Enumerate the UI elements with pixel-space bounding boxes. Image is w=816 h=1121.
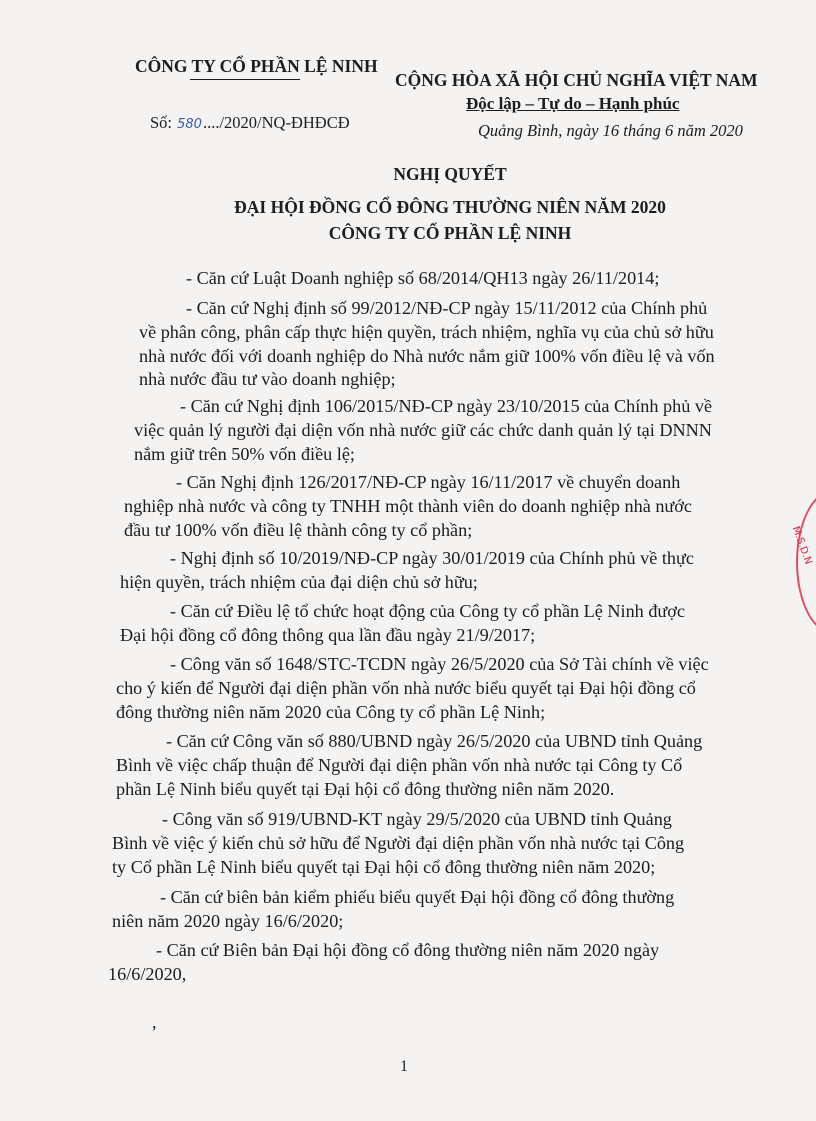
- body-line: phần Lệ Ninh biểu quyết tại Đại hội cổ đông thường niên năm 2020.: [116, 779, 615, 799]
- body-line: Bình về việc ý kiến chủ sở hữu để Người đại diện phần vốn nhà nước tại Công: [112, 833, 685, 853]
- national-title: CỘNG HÒA XÃ HỘI CHỦ NGHĨA VIỆT NAM: [395, 70, 758, 90]
- body-line: - Căn cứ Luật Doanh nghiệp số 68/2014/QH13 ngày 26/11/2014;: [186, 268, 660, 288]
- body-line: đông thường niên năm 2020 của Công ty cổ phần Lệ Ninh;: [116, 702, 546, 722]
- body-line: việc quản lý người đại diện vốn nhà nước giữ các chức danh quản lý tại DNNN: [134, 420, 712, 440]
- body-line: - Căn cứ biên bản kiểm phiếu biểu quyết Đại hội đồng cổ đông thường: [160, 887, 675, 907]
- body-line: - Công văn số 1648/STC-TCDN ngày 26/5/2020 của Sở Tài chính về việc: [170, 654, 709, 674]
- body-line: - Căn cứ Biên bản Đại hội đồng cổ đông thường niên năm 2020 ngày: [156, 940, 660, 960]
- stray-mark: ,: [152, 1012, 157, 1032]
- body-line: nghiệp nhà nước và công ty TNHH một thành viên do doanh nghiệp nhà nước: [124, 496, 692, 516]
- national-motto: Độc lập – Tự do – Hạnh phúc: [466, 94, 680, 113]
- document-number-handwritten: 580: [177, 117, 202, 132]
- red-seal-text: M.S.D.N: [789, 525, 814, 567]
- company-name: CÔNG TY CỔ PHẦN LỆ NINH: [135, 56, 378, 76]
- place-date: Quảng Bình, ngày 16 tháng 6 năm 2020: [478, 121, 743, 140]
- document-subtitle: ĐẠI HỘI ĐỒNG CỔ ĐÔNG THƯỜNG NIÊN NĂM 2020: [234, 197, 666, 217]
- document-number-prefix: Số:: [150, 113, 173, 132]
- body-line: - Căn cứ Điều lệ tổ chức hoạt động của Công ty cổ phần Lệ Ninh được: [170, 601, 685, 621]
- body-line: - Căn cứ Công văn số 880/UBND ngày 26/5/2020 của UBND tỉnh Quảng: [166, 731, 703, 751]
- body-line: - Căn cứ Nghị định 106/2015/NĐ-CP ngày 23/10/2015 của Chính phủ về: [180, 396, 713, 416]
- document-number: [150, 113, 350, 133]
- body-line: - Căn Nghị định 126/2017/NĐ-CP ngày 16/11/2017 về chuyển doanh: [176, 472, 681, 492]
- body-line: - Nghị định số 10/2019/NĐ-CP ngày 30/01/2019 của Chính phủ về thực: [170, 548, 694, 568]
- body-line: hiện quyền, trách nhiệm của đại diện chủ sở hữu;: [120, 572, 478, 592]
- document-number-suffix: ..../2020/NQ-ĐHĐCĐ: [202, 113, 350, 132]
- body-line: ty Cổ phần Lệ Ninh biểu quyết tại Đại hội cổ đông thường niên năm 2020;: [112, 857, 656, 877]
- body-line: nhà nước đầu tư vào doanh nghiệp;: [139, 369, 396, 389]
- page-number: 1: [400, 1058, 408, 1075]
- body-line: nhà nước đối với doanh nghiệp do Nhà nước nắm giữ 100% vốn điều lệ và vốn: [139, 346, 715, 366]
- body-line: cho ý kiến để Người đại diện phần vốn nhà nước biểu quyết tại Đại hội đồng cổ: [116, 678, 696, 698]
- body-line: đầu tư 100% vốn điều lệ thành công ty cổ phần;: [124, 520, 473, 540]
- body-line: 16/6/2020,: [108, 964, 187, 984]
- body-line: Đại hội đồng cổ đông thông qua lần đầu ngày 21/9/2017;: [120, 625, 536, 645]
- document-company-title: CÔNG TY CỔ PHẦN LỆ NINH: [328, 223, 572, 243]
- body-line: Bình về việc chấp thuận để Người đại diện phần vốn nhà nước tại Công ty Cổ: [116, 755, 683, 775]
- document-title: NGHỊ QUYẾT: [393, 164, 507, 184]
- body-line: nắm giữ trên 50% vốn điều lệ;: [134, 444, 355, 464]
- body-line: - Căn cứ Nghị định số 99/2012/NĐ-CP ngày 15/11/2012 của Chính phủ: [186, 298, 708, 318]
- company-underline: [190, 79, 300, 80]
- body-line: - Công văn số 919/UBND-KT ngày 29/5/2020 của UBND tỉnh Quảng: [162, 809, 672, 829]
- body-line: về phân công, phân cấp thực hiện quyền, trách nhiệm, nghĩa vụ của chủ sở hữu: [139, 322, 714, 342]
- body-line: niên năm 2020 ngày 16/6/2020;: [112, 911, 344, 931]
